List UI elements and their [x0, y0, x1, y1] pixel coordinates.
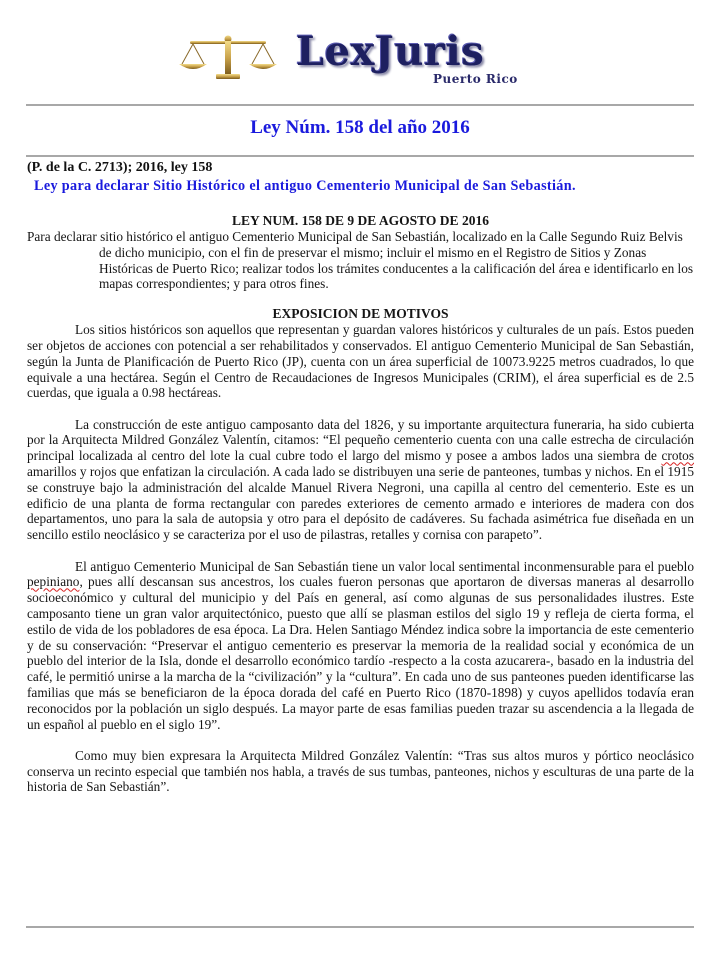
exposition-heading: EXPOSICION DE MOTIVOS	[272, 306, 449, 322]
exposition-paragraph-1: Los sitios históricos son aquellos que representan y guardan valores históricos y culturales de un país. Estos pueden ser objetos de acciones con potencial a ser rehabilitados y conservados. El antiguo Cementerio Municipal de San Sebastián, según la Junta de Planificación de Puerto Rico (JP), cuenta con un área superficial de 10073.9225 metros cuadrados, lo que equivale a una hectárea. Según el Centro de Recaudaciones de Ingresos Municipales (CRIM), el área superficial es de 2.5 cuerdas, que iguala a 0.98 hectáreas.	[27, 322, 694, 401]
bill-reference: (P. de la C. 2713); 2016, ley 158	[27, 160, 213, 175]
law-body	[27, 213, 694, 795]
law-purpose: Para declarar sitio histórico el antiguo Cementerio Municipal de San Sebastián, localizado en la Calle Segundo Ruiz Belvis de dicho municipio, con el fin de preservar el mismo; incluir el mismo en el Registro de Sitios y Zonas Históricas de Puerto Rico; realizar todos los trámites conducentes a la calificación del área e identificarlo en los mapas correspondientes; y para otros fines.	[27, 229, 694, 292]
paragraph-3-text-a: El antiguo Cementerio Municipal de San Sebastián tiene un valor local sentimental inconmensurable para el pueblo	[75, 558, 694, 574]
paragraph-2-text-b: amarillos y rojos que enfatizan la circulación. A cada lado se distribuyen una serie de panteones, tumbas y nichos. En el 1915 se construye bajo la administración del alcalde Manuel Rivera Negroni, una capilla al centro del cementerio. Este es un edificio de una planta de forma rectangular con paredes exteriores de cemento armado e interiores de madera con dos departamentos, uno para la sala de autopsia y otro para el depósito de cadáveres. Su fachada asimétrica fue diseñada en un sencillo estilo neoclásico y se caracteriza por el uso de pilastras, retalles y cornisa con parapeto”.	[27, 464, 694, 543]
exposition-paragraph-4: Como muy bien expresara la Arquitecta Mildred González Valentín: “Tras sus altos muros y pórtico neoclásico conserva un recinto especial que también nos habla, a través de sus tumbas, panteones, nichos y esculturas de una parte de la historia de San Sebastián”.	[27, 747, 694, 795]
exposition-paragraph-3	[27, 559, 694, 733]
law-subtitle: Ley para declarar Sitio Histórico el antiguo Cementerio Municipal de San Sebastián.	[34, 178, 576, 194]
top-divider	[26, 104, 694, 106]
logo-subtitle: Puerto Rico	[433, 72, 518, 86]
spellcheck-flagged-word[interactable]: pepiniano	[27, 574, 80, 590]
title-divider	[26, 155, 694, 157]
law-heading: LEY NUM. 158 DE 9 DE AGOSTO DE 2016	[232, 213, 489, 228]
bottom-divider	[26, 926, 694, 928]
logo-brand: LexJuris	[296, 28, 485, 75]
spellcheck-flagged-word[interactable]: crotos	[661, 448, 694, 464]
paragraph-3-text-b: , pues allí descansan sus ancestros, los cuales fueron personas que aportaron de diversas maneras al desarrollo socioeconómico y cultural del municipio y del País en general, así como algunas de sus personalidades ilustres. Este camposanto tiene un gran valor arquitectónico, puesto que allí se plasman estilos del siglo 19 y refleja de cierta forma, el estilo de vida de los pobladores de esa época. La Dra. Helen Santiago Méndez indica sobre la importancia de este cementerio y de su conservación: “Preservar el antiguo cementerio es preservar la memoria de la realidad social y económica de un pueblo del interior de la Isla, donde el desarrollo económico tardío -respecto a la costa azucarera-, basado en la industria del café, le permitió unirse a la marcha de la “civilización” y la “cultura”. En cada uno de sus panteones pueden identificarse las familias que más se beneficiaron de la época dorada del café en Puerto Rico (1870-1898) y cuyos apellidos todavía eran reconocidos por la población un siglo después. La mayor parte de esas familias pueden trazar su ascendencia a la llegada de un español al pueblo en el siglo 19”.	[27, 574, 694, 732]
page-title: Ley Núm. 158 del año 2016	[250, 117, 470, 138]
scales-of-justice-icon	[178, 32, 278, 82]
exposition-paragraph-2	[27, 417, 694, 543]
lexjuris-logo[interactable]	[178, 28, 548, 90]
paragraph-2-text-a: La construcción de este antiguo camposanto data del 1826, y su importante arquitectura funeraria, ha sido cubierta por la Arquitecta Mildred González Valentín, citamos: “El pequeño cementerio cuenta con una calle estrecha de circulación principal localizada al centro del lote la cual cubre todo el largo del mismo y posee a ambos lados una siembra de	[27, 416, 694, 464]
